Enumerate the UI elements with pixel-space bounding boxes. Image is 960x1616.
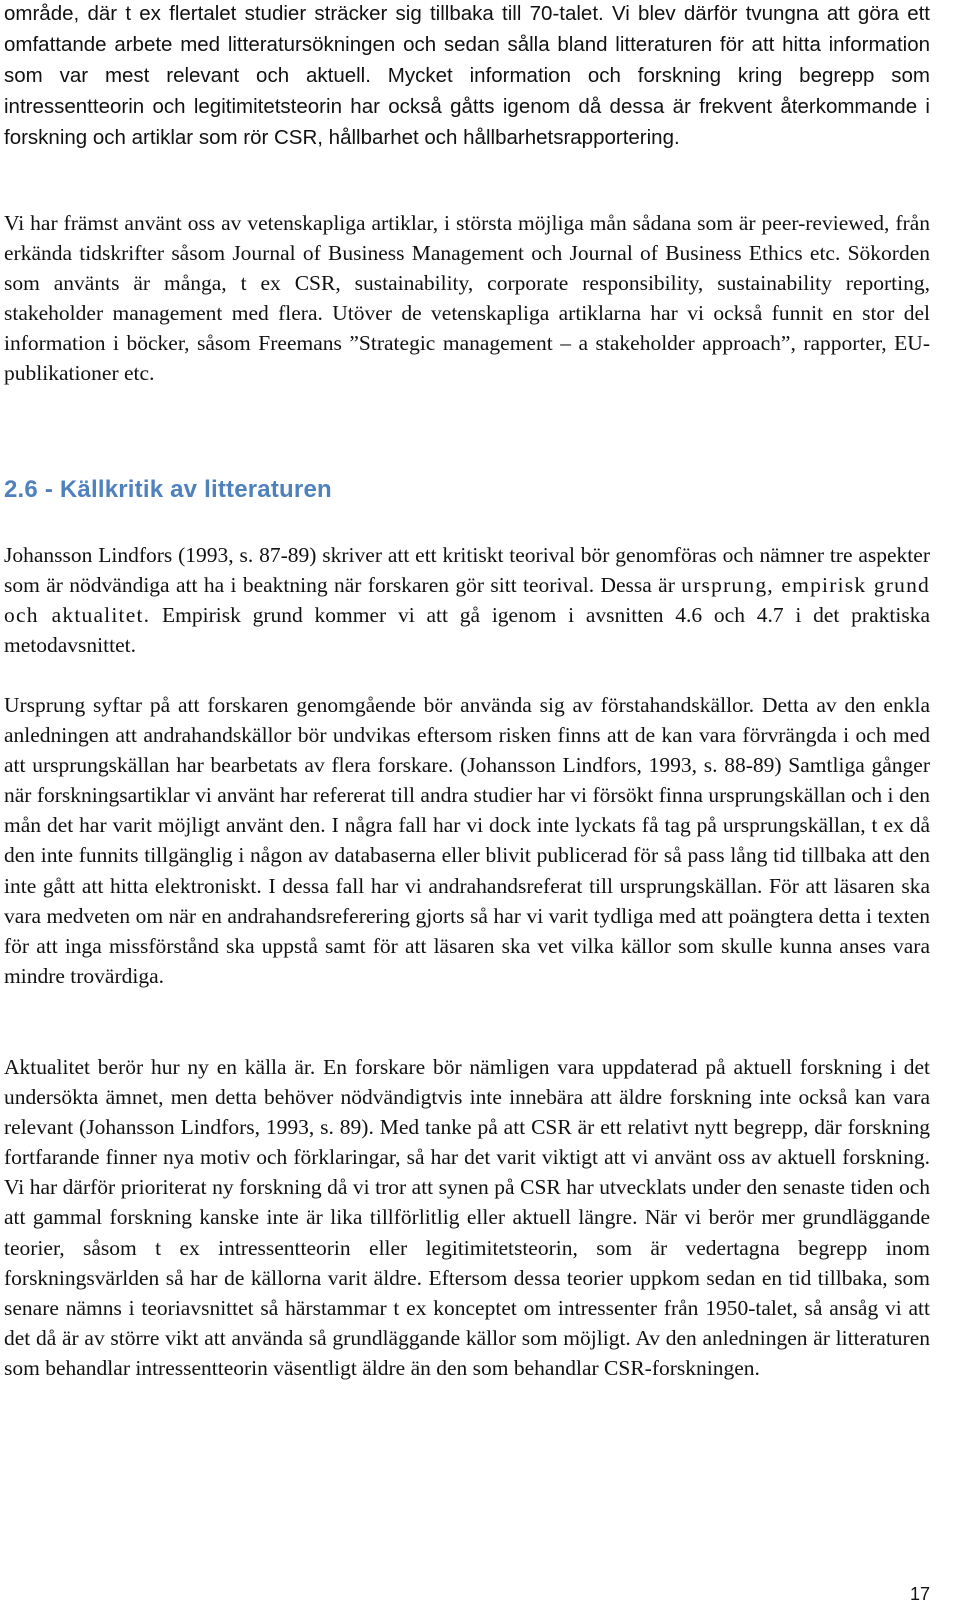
paragraph-origin: Ursprung syftar på att forskaren genomgående bör använda sig av förstahandskällor. Detta av den enkla anledningen att andrahandskällor bör undvikas eftersom risken finns att de kan vara förvrängda i och med att ursprungskällan har bearbetats av flera forskare. (Johansson Lindfors, 1993, s. 88-89) Samtliga gånger när forskningsartiklar vi använt har refererat till andra studier har vi försökt finna ursprungskällan och i den mån det har varit möjligt använt den. I några fall har vi dock inte lyckats få tag på ursprungskällan, t ex då den inte funnits tillgänglig i någon av databaserna eller blivit publicerad för så pass lång tid tillbaka att den inte gått att hitta elektroniskt. I dessa fall har vi andrahandsreferat till ursprungskällan. För att läsaren ska vara medveten om när en andrahandsreferering gjorts så har vi varit tydliga med att poängtera detta i texten för att inga missförstånd ska uppstå samt för att läsaren ska vet vilka källor som skulle kunna anses vara mindre trovärdiga. xyxy=(4,693,930,988)
paragraph-text-a: Johansson Lindfors (1993, s. 87-89) skriver att ett kritiskt teorival bör genomföras och nämner tre aspekter som är nödvändiga att ha i beaktning när forskaren gör sitt teorival. Dessa är xyxy=(4,543,930,598)
paragraph-topicality: Aktualitet berör hur ny en källa är. En forskare bör nämligen vara uppdaterad på aktuell forskning i det undersökta ämnet, men detta behöver nödvändigtvis inte innebära att äldre forskning inte också kan vara relevant (Johansson Lindfors, 1993, s. 89). Med tanke på att CSR är ett relativt nytt begrepp, där forskning fortfarande finner nya motiv och förklaringar, så har det varit viktigt att vi använt oss av aktuell forskning. Vi har därför prioriterat ny forskning då vi tror att synen på CSR har utvecklats under den senaste tiden och att gammal forskning kanske inte är lika tillförlitlig eller aktuell längre. När vi berör mer grundläggande teorier, såsom t ex intressentteorin eller legitimitetsteorin, som är vedertagna begrepp inom forskningsvärlden så har de källorna varit äldre. Eftersom dessa teorier uppkom sedan en tid tillbaka, som senare nämns i teoriavsnittet så härstammar t ex konceptet om intressenter från 1950-talet, så ansåg vi att det då är av större vikt att använda så grundläggande källor som möjligt. Av den anledningen är litteraturen som behandlar intressentteorin väsentligt äldre än den som behandlar CSR-forskningen. xyxy=(4,1055,930,1380)
paragraph-literature-search xyxy=(4,0,930,153)
paragraph-scientific-articles: Vi har främst använt oss av vetenskapliga artiklar, i största möjliga mån sådana som är peer-reviewed, från erkända tidskrifter såsom Journal of Business Management och Journal of Business Ethics etc. Sökorden som använts är många, t ex CSR, sustainability, corporate responsibility, sustainability reporting, stakeholder management med flera. Utöver de vetenskapliga artiklarna har vi också funnit en stor del information i böcker, såsom Freemans ”Strategic management – a stakeholder approach”, rapporter, EU-publikationer etc. xyxy=(4,211,930,386)
paragraph-text-sans-a: område, där t ex flertalet studier sträcker sig tillbaka till 70-talet. Vi blev därför tvungna att göra ett omfattande arbete med litteratursökningen och sedan sålla bland litteraturen för att hitta information som var mest relevant och aktuell. xyxy=(4,2,930,88)
paragraph-text-b: Empirisk grund kommer vi att gå igenom i avsnitten 4.6 och 4.7 i det praktiska metodavsnittet. xyxy=(4,603,930,658)
paragraph-theory-selection xyxy=(4,540,930,660)
paragraph-text-sans-b: Mycket information och forskning kring begrepp som intressentteorin och legitimitetsteorin har också gåtts igenom då dessa är frekvent återkommande i forskning och artiklar som rör CSR, hållbarhet och hållbarhetsrapportering. xyxy=(4,64,930,150)
section-heading: 2.6 - Källkritik av litteraturen xyxy=(4,476,332,503)
paragraph-text-aspects: ursprung, empirisk grund och aktualitet. xyxy=(4,573,931,628)
page-number: 17 xyxy=(909,1584,930,1604)
